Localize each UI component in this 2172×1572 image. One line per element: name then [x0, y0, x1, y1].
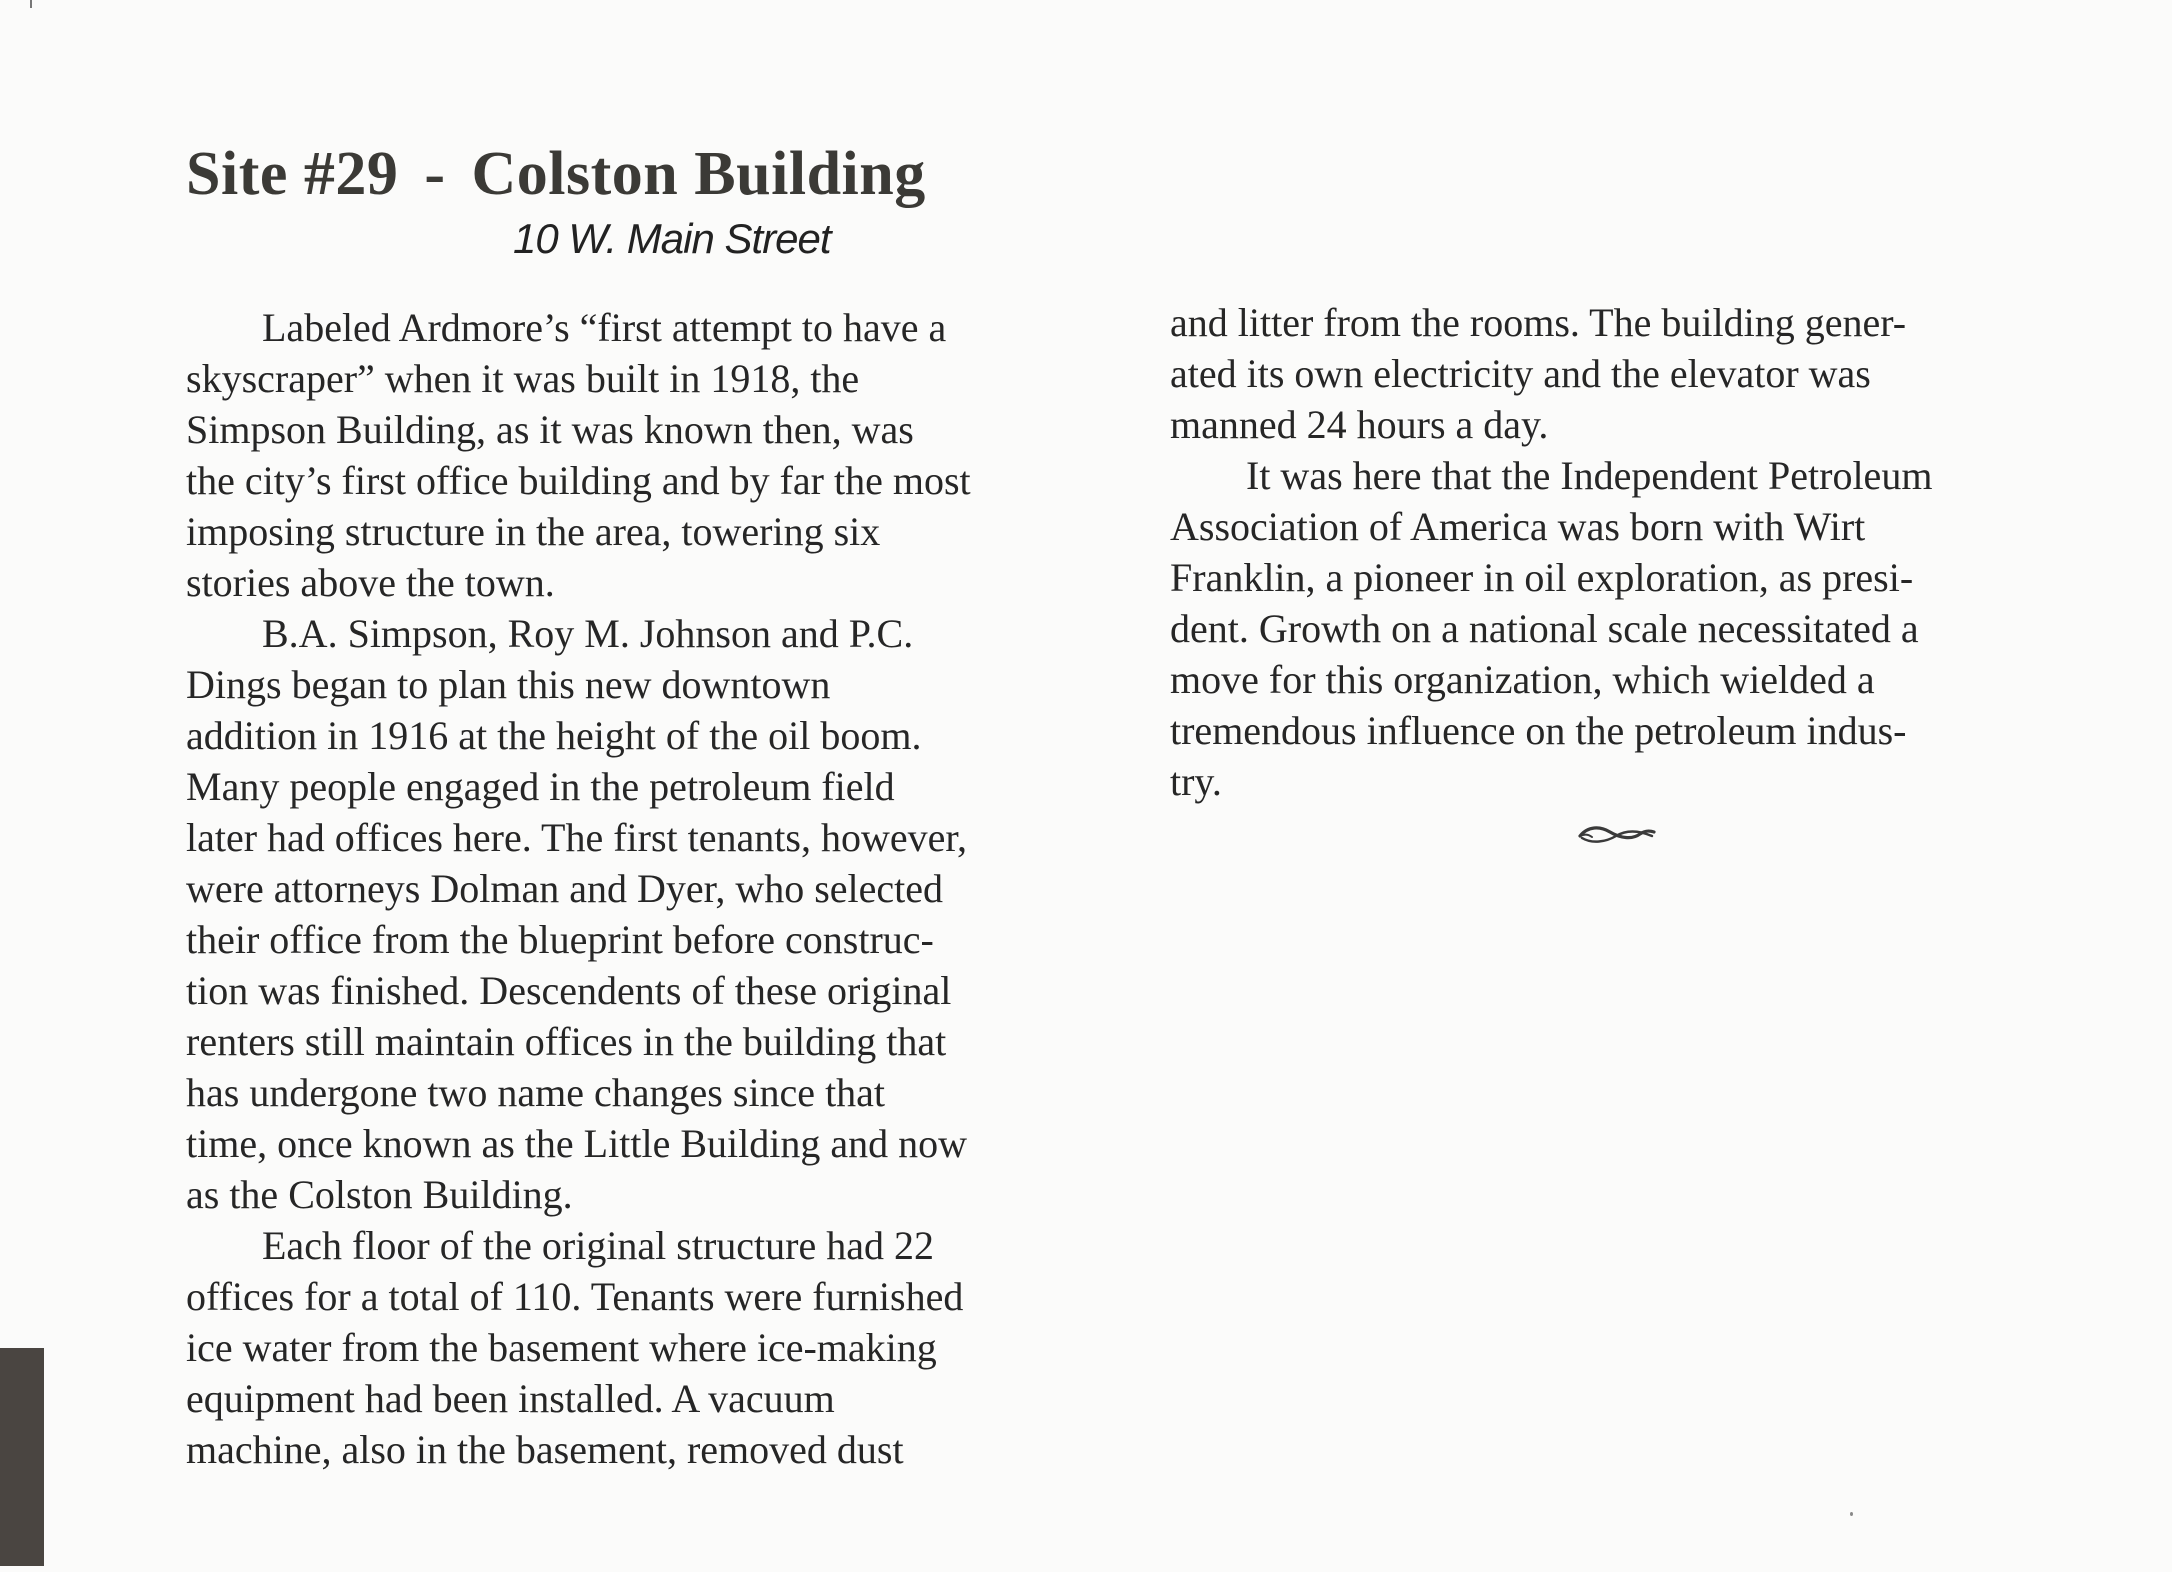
paragraph-line: dent. Growth on a national scale necessitated a	[1170, 606, 1919, 651]
paragraph-line: their office from the blueprint before construc-	[186, 917, 934, 962]
paragraph-line: It was here that the Independent Petroleum	[1246, 453, 1933, 498]
left-column	[186, 302, 1116, 1475]
paragraph-line: renters still maintain offices in the building that	[186, 1019, 947, 1064]
page-title	[186, 136, 926, 212]
paragraph-line: move for this organization, which wielded a	[1170, 657, 1875, 702]
paragraph-line: manned 24 hours a day.	[1170, 402, 1549, 447]
paragraph-line: as the Colston Building.	[186, 1172, 573, 1217]
paragraph-line: ice water from the basement where ice-making	[186, 1325, 937, 1370]
paragraph-line: ated its own electricity and the elevator was	[1170, 351, 1871, 396]
scan-mark	[30, 0, 32, 8]
paragraph-line: Association of America was born with Wirt	[1170, 504, 1866, 549]
page-edge-tab	[0, 1348, 44, 1566]
paragraph-line: Labeled Ardmore’s “first attempt to have a	[262, 305, 947, 350]
paragraph-line: Each floor of the original structure had 22	[262, 1223, 934, 1268]
paragraph-line: stories above the town.	[186, 560, 555, 605]
paragraph-line: equipment had been installed. A vacuum	[186, 1376, 835, 1421]
paragraph-line: B.A. Simpson, Roy M. Johnson and P.C.	[262, 611, 914, 656]
paragraph-line: were attorneys Dolman and Dyer, who selected	[186, 866, 944, 911]
paragraph-line: try.	[1170, 759, 1222, 804]
paragraph-line: imposing structure in the area, towering six	[186, 509, 881, 554]
paragraph-line: Dings began to plan this new downtown	[186, 662, 831, 707]
paragraph-line: tion was finished. Descendents of these original	[186, 968, 952, 1013]
paragraph-line: has undergone two name changes since that	[186, 1070, 886, 1115]
building-name: Colston Building	[471, 140, 926, 208]
paragraph-line: addition in 1916 at the height of the oil boom.	[186, 713, 922, 758]
title-separator: -	[424, 140, 446, 208]
scan-speck	[1850, 1512, 1853, 1516]
paragraph-line: later had offices here. The first tenants, however,	[186, 815, 968, 860]
paragraph-line: offices for a total of 110. Tenants were furnished	[186, 1274, 964, 1319]
flourish-ornament-icon	[1578, 820, 1656, 850]
site-header	[186, 136, 926, 262]
paragraph-line: Franklin, a pioneer in oil exploration, as presi-	[1170, 555, 1914, 600]
paragraph-line: tremendous influence on the petroleum indus-	[1170, 708, 1907, 753]
paragraph-line: skyscraper” when it was built in 1918, the	[186, 356, 860, 401]
paragraph-line: and litter from the rooms. The building gener-	[1170, 300, 1907, 345]
paragraph-line: Many people engaged in the petroleum field	[186, 764, 895, 809]
right-column	[1170, 297, 2090, 807]
site-number: Site #29	[186, 140, 399, 208]
paragraph-line: machine, also in the basement, removed dust	[186, 1427, 904, 1472]
street-address: 10 W. Main Street	[513, 215, 831, 262]
paragraph-line: the city’s first office building and by far the most	[186, 458, 971, 503]
paragraph-line: Simpson Building, as it was known then, was	[186, 407, 914, 452]
paragraph-line: time, once known as the Little Building and now	[186, 1121, 967, 1166]
